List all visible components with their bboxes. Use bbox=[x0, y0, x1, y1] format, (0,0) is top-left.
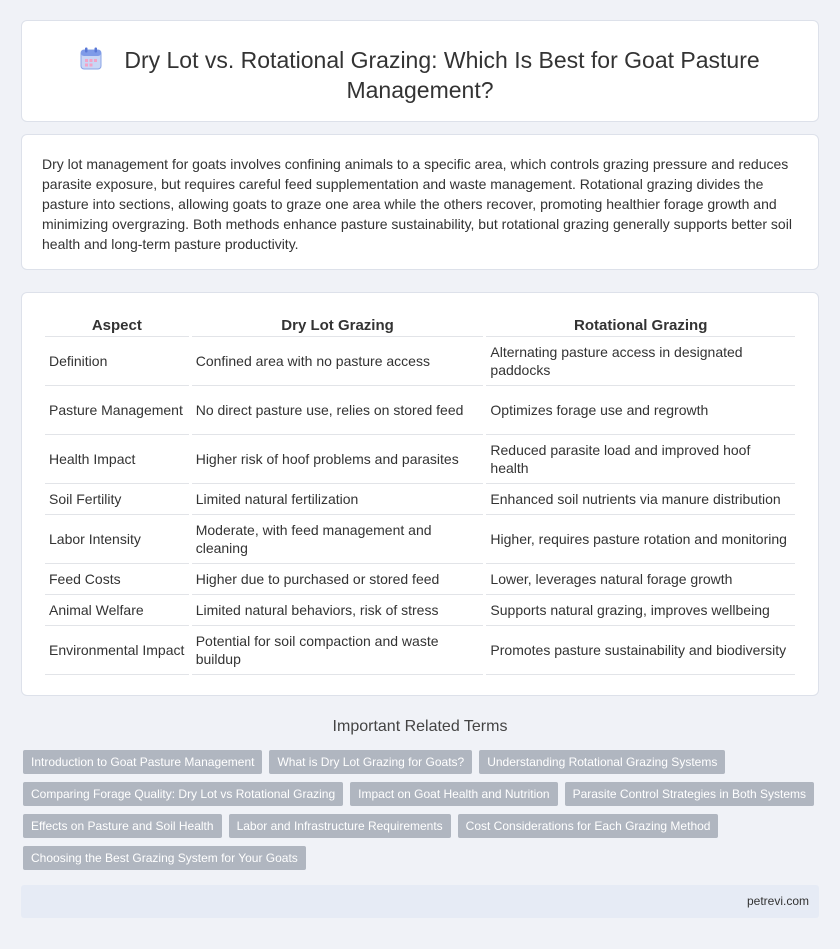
table-row bbox=[45, 435, 795, 484]
table-cell: Moderate, with feed management and cleaning bbox=[192, 515, 484, 564]
related-term-tag[interactable]: Parasite Control Strategies in Both Systems bbox=[565, 782, 814, 806]
table-cell: Confined area with no pasture access bbox=[192, 337, 484, 386]
intro-paragraph: Dry lot management for goats involves confining animals to a specific area, which controls grazing pressure and reduces parasite exposure, but requires careful feed supplementation and waste management. Rotational grazing divides the pasture into sections, allowing goats to graze one area while the others recover, promoting healthier forage growth and minimizing overgrazing. Both methods enhance pasture sustainability, but rotational grazing generally supports better soil health and long-term pasture productivity. bbox=[42, 156, 792, 252]
table-row bbox=[45, 484, 795, 515]
table-cell: Definition bbox=[45, 337, 189, 386]
related-term-tag[interactable]: Introduction to Goat Pasture Management bbox=[23, 750, 262, 774]
column-header-aspect: Aspect bbox=[45, 315, 189, 337]
table-cell: Potential for soil compaction and waste buildup bbox=[192, 626, 484, 675]
table-cell: Reduced parasite load and improved hoof health bbox=[486, 435, 795, 484]
page-title-wrap bbox=[22, 45, 818, 105]
table-cell: Optimizes forage use and regrowth bbox=[486, 386, 795, 435]
table-cell: Pasture Management bbox=[45, 386, 189, 435]
table-row bbox=[45, 626, 795, 675]
related-term-tag[interactable]: Impact on Goat Health and Nutrition bbox=[350, 782, 557, 806]
comparison-card bbox=[21, 292, 819, 696]
footer bbox=[21, 885, 819, 918]
table-cell: Environmental Impact bbox=[45, 626, 189, 675]
table-cell: Higher due to purchased or stored feed bbox=[192, 564, 484, 595]
related-term-tag[interactable]: Understanding Rotational Grazing Systems bbox=[479, 750, 725, 774]
page-title: Dry Lot vs. Rotational Grazing: Which Is Best for Goat Pasture Management? bbox=[124, 47, 760, 103]
column-header-rotational: Rotational Grazing bbox=[486, 315, 795, 337]
table-cell: Soil Fertility bbox=[45, 484, 189, 515]
table-row bbox=[45, 386, 795, 435]
table-cell: Enhanced soil nutrients via manure distribution bbox=[486, 484, 795, 515]
related-term-tag[interactable]: Cost Considerations for Each Grazing Method bbox=[458, 814, 719, 838]
related-term-tag[interactable]: Effects on Pasture and Soil Health bbox=[23, 814, 222, 838]
table-cell: No direct pasture use, relies on stored feed bbox=[192, 386, 484, 435]
table-cell: Limited natural fertilization bbox=[192, 484, 484, 515]
related-term-tag[interactable]: Choosing the Best Grazing System for Your Goats bbox=[23, 846, 306, 870]
table-cell: Feed Costs bbox=[45, 564, 189, 595]
calendar-icon bbox=[80, 47, 102, 71]
table-cell: Higher, requires pasture rotation and monitoring bbox=[486, 515, 795, 564]
related-term-tag[interactable]: Labor and Infrastructure Requirements bbox=[229, 814, 451, 838]
table-cell: Health Impact bbox=[45, 435, 189, 484]
intro-card bbox=[21, 134, 819, 270]
table-row bbox=[45, 595, 795, 626]
table-cell: Alternating pasture access in designated paddocks bbox=[486, 337, 795, 386]
table-cell: Higher risk of hoof problems and parasites bbox=[192, 435, 484, 484]
related-terms-title: Important Related Terms bbox=[332, 718, 508, 735]
table-row bbox=[45, 564, 795, 595]
related-term-tag[interactable]: Comparing Forage Quality: Dry Lot vs Rotational Grazing bbox=[23, 782, 343, 806]
table-cell: Limited natural behaviors, risk of stress bbox=[192, 595, 484, 626]
table-cell: Lower, leverages natural forage growth bbox=[486, 564, 795, 595]
related-term-tag[interactable]: What is Dry Lot Grazing for Goats? bbox=[269, 750, 472, 774]
related-terms-tags bbox=[23, 750, 823, 878]
table-cell: Supports natural grazing, improves wellbeing bbox=[486, 595, 795, 626]
table-cell: Animal Welfare bbox=[45, 595, 189, 626]
table-cell: Labor Intensity bbox=[45, 515, 189, 564]
table-row bbox=[45, 515, 795, 564]
title-card bbox=[21, 20, 819, 122]
table-header-row bbox=[45, 315, 795, 337]
table-row bbox=[45, 337, 795, 386]
table-cell: Promotes pasture sustainability and biodiversity bbox=[486, 626, 795, 675]
comparison-table bbox=[42, 315, 798, 675]
footer-site-link[interactable]: petrevi.com bbox=[746, 894, 809, 908]
column-header-dry-lot: Dry Lot Grazing bbox=[192, 315, 484, 337]
